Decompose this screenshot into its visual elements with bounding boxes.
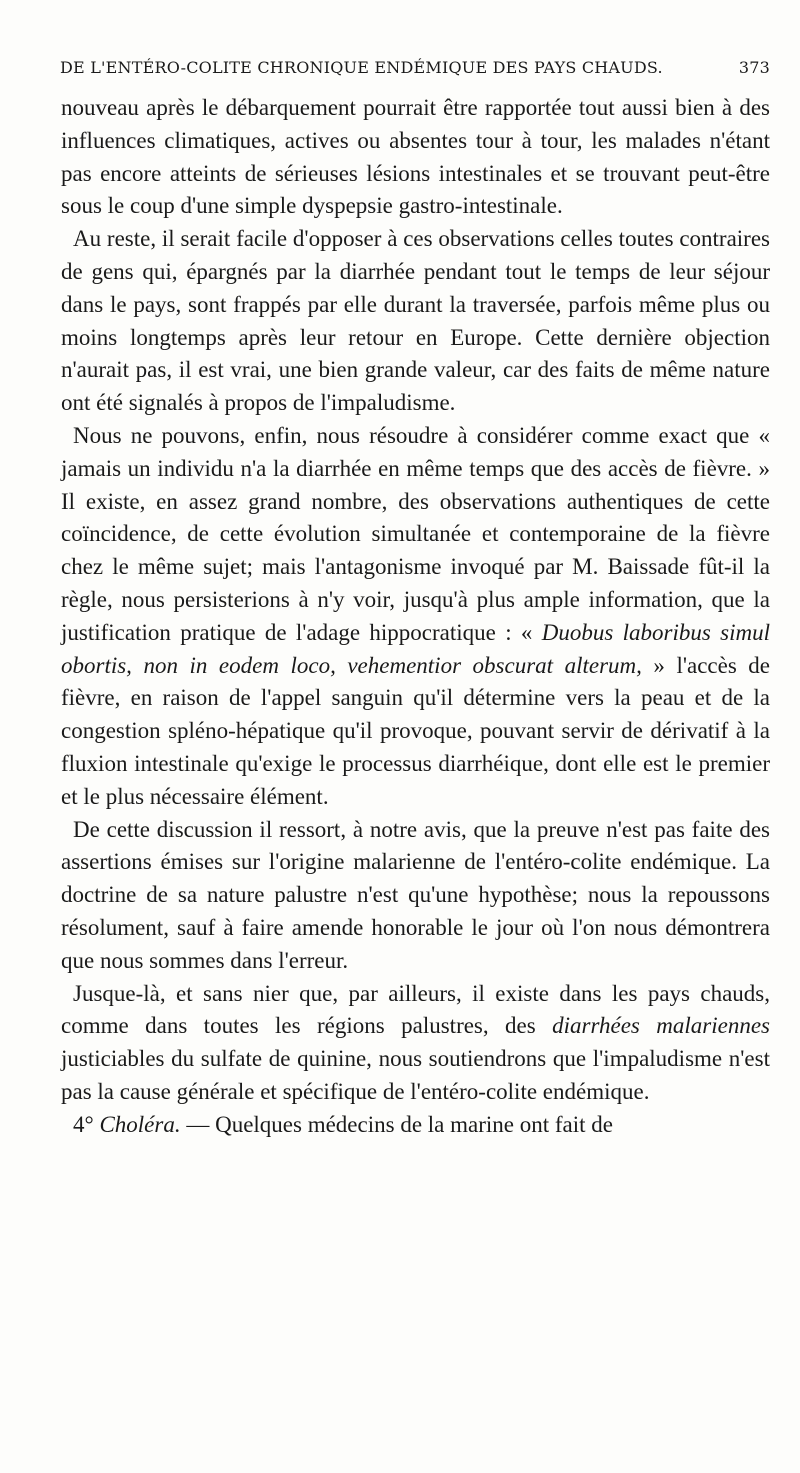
paragraph-3-text-b: » l'accès de fièvre, en raison de l'appel sanguin qu'il détermine vers la peau et de la congestion spléno-hépatique qu'il provoque, pouvant servir de dérivatif à la fluxion intestinale qu'exige le processus diarrhéique, dont elle est le premier et le plus nécessaire élément. <box>61 652 771 809</box>
paragraph-5-text-b: justiciables du sulfate de quinine, nous soutiendrons que l'impaludisme n'est pas la cause générale et spécifique de l'entéro-colite endémique. <box>61 1046 770 1104</box>
paragraph-5 <box>61 978 770 1109</box>
paragraph-2-text: Au reste, il serait facile d'opposer à ces observations celles toutes contraires de gens qui, épargnés par la diarrhée pendant tout le temps de leur séjour dans le pays, sont frappés par elle durant la traversée, parfois même plus ou moins longtemps après leur retour en Europe. Cette dernière objection n'aurait pas, il est vrai, une bien grande valeur, car des faits de même nature ont été signalés à propos de l'impaludisme. <box>61 226 770 416</box>
malarial-diarrhea-term: diarrhées malariennes <box>552 1013 770 1039</box>
latin-quotation: Duobus laboribus simul obortis, non in eodem loco, vehementior obscurat alterum, <box>61 619 770 678</box>
paragraph-4 <box>61 814 770 978</box>
page-header <box>60 58 770 77</box>
section-heading-cholera: Choléra. <box>99 1111 181 1137</box>
running-title: DE L'ENTÉRO-COLITE CHRONIQUE ENDÉMIQUE DES PAYS CHAUDS. <box>60 58 663 77</box>
page-number: 373 <box>738 58 770 77</box>
paragraph-4-text: De cette discussion il ressort, à notre avis, que la preuve n'est pas faite des assertions émises sur l'origine malarienne de l'entéro-colite endémique. La doctrine de sa nature palustre n'est qu'une hypothèse; nous la repoussons résolument, sauf à faire amende honorable le jour où l'on nous démontrera que nous sommes dans l'erreur. <box>61 816 770 973</box>
paragraph-2 <box>61 223 770 420</box>
paragraph-5-text-a: Jusque-là, et sans nier que, par ailleurs, il existe dans les pays chauds, comme dans toutes les régions palustres, des <box>61 980 770 1039</box>
paragraph-3-text-a: Nous ne pouvons, enfin, nous résoudre à considérer comme exact que « jamais un individu n'a la diarrhée en même temps que des accès de fièvre. » Il existe, en assez grand nombre, des observations authentiques de cette coïncidence, de cette évolution simultanée et contemporaine de la fièvre chez le même sujet; mais l'antagonisme invoqué par M. Baissade fût-il la règle, nous persisterions à n'y voir, jusqu'à plus ample information, que la justification pratique de l'adage hippocratique : « <box>61 422 770 645</box>
body-text <box>61 92 770 1142</box>
paragraph-3 <box>61 420 770 814</box>
section-number: 4° <box>73 1111 100 1137</box>
paragraph-6-text: — Quelques médecins de la marine ont fait de <box>180 1111 613 1137</box>
paragraph-1-text: nouveau après le débarquement pourrait être rapportée tout aussi bien à des influences climatiques, actives ou absentes tour à tour, les malades n'étant pas encore atteints de sérieuses lésions intestinales et se trouvant peut-être sous le coup d'une simple dyspepsie gastro-intestinale. <box>61 95 770 219</box>
paragraph-1 <box>61 92 770 223</box>
paragraph-6 <box>61 1109 770 1142</box>
